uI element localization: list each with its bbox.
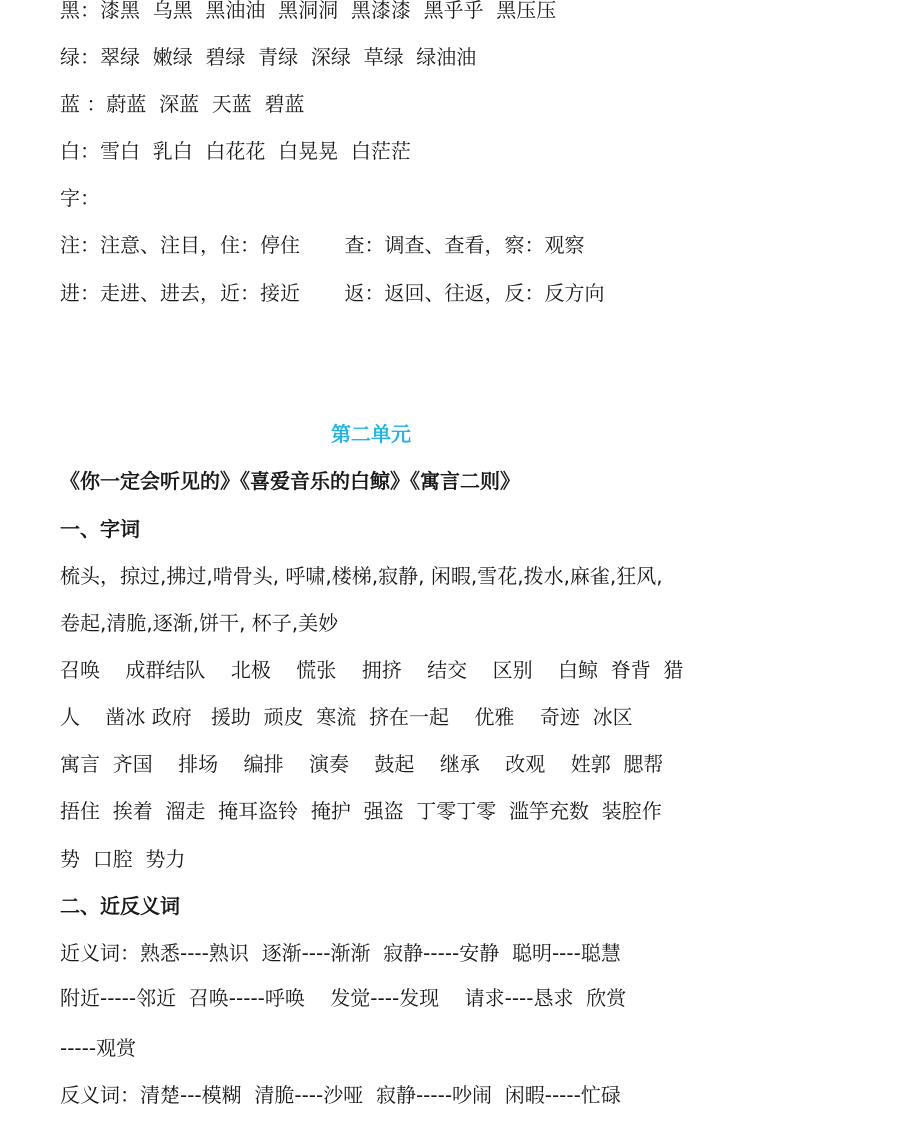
antonyms-line-1: 反义词：清楚---模糊 清脆----沙哑 寂静-----吵闹 闲暇-----忙碌	[60, 1083, 621, 1107]
synonyms-line-1: 近义词：熟悉----熟识 逐渐----渐渐 寂静-----安静 聪明----聪慧	[60, 941, 621, 965]
words-line-2: 卷起,清脆,逐渐,饼干, 杯子,美妙	[60, 611, 339, 635]
text-line-jin-fan: 进：走进、进去，近：接近 返：返回、往返，反：反方向	[60, 281, 605, 305]
synonyms-line-2: 附近-----邻近 召唤-----呼唤 发觉----发现 请求----恳求 欣赏	[60, 986, 627, 1010]
words-line-3: 召唤 成群结队 北极 慌张 拥挤 结交 区别 白鲸 脊背 猎	[60, 658, 684, 682]
text-line-white-words: 白：雪白 乳白 白花花 白晃晃 白茫茫	[60, 139, 411, 163]
unit-title: 第二单元	[331, 422, 411, 446]
text-line-green-words: 绿：翠绿 嫩绿 碧绿 青绿 深绿 草绿 绿油油	[60, 45, 477, 69]
words-line-7: 势 口腔 势力	[60, 847, 186, 871]
words-line-4: 人 凿冰 政府 援助 顽皮 寒流 挤在一起 优雅 奇迹 冰区	[60, 705, 633, 729]
words-line-1: 梳头，掠过,拂过,啃骨头, 呼啸,楼梯,寂静, 闲暇,雪花,拨水,麻雀,狂风,	[60, 564, 663, 588]
text-line-characters-label: 字：	[60, 186, 100, 210]
lesson-titles: 《你一定会听见的》《喜爱音乐的白鲸》《寓言二则》	[60, 469, 520, 493]
text-line-blue-words: 蓝 ：蔚蓝 深蓝 天蓝 碧蓝	[60, 92, 305, 116]
synonyms-line-3: -----观赏	[60, 1036, 137, 1060]
section-heading-synonyms: 二、近反义词	[60, 894, 180, 918]
words-line-5: 寓言 齐国 排场 编排 演奏 鼓起 继承 改观 姓郭 腮帮	[60, 752, 664, 776]
text-line-zhu-cha: 注：注意、注目，住：停住 查：调查、查看，察：观察	[60, 233, 585, 257]
text-line-black-words: 黑：漆黑 乌黑 黑油油 黑洞洞 黑漆漆 黑乎乎 黑压压	[60, 0, 557, 22]
words-line-6: 捂住 挨着 溜走 掩耳盗铃 掩护 强盗 丁零丁零 滥竽充数 装腔作	[60, 799, 662, 823]
section-heading-words: 一、字词	[60, 517, 140, 541]
